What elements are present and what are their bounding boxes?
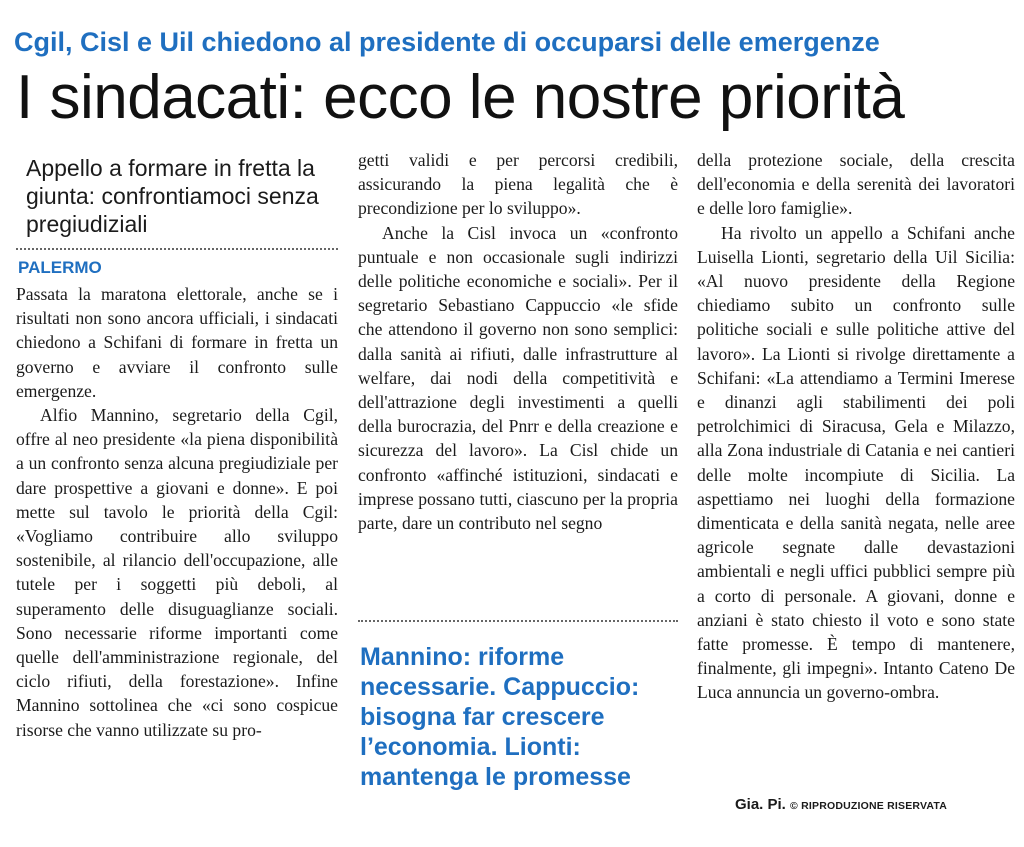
column-3 [697,148,1015,705]
dotted-divider [16,248,338,250]
signature [735,795,947,816]
paragraph: getti validi e per percorsi credibili, assicurando la piena legalità che è precondizione per lo sviluppo». [358,150,678,219]
paragraph: della protezione sociale, della crescita dell'economia e della serenità dei lavoratori e delle loro famiglie». [697,150,1015,219]
subheadline: Appello a formare in fretta la giunta: confrontiamoci senza pregiudiziali [26,155,319,237]
paragraph: Alfio Mannino, segretario della Cgil, offre al neo presidente «la piena disponibilità a un confronto senza alcuna pregiudiziale per dare prospettive a giovani e donne». E poi mette sul tavolo le priorità della Cgil: «Vogliamo contribuire allo sviluppo sostenibile, al rilancio dell'occupazione, alle tutele per i soggetti più deboli, al superamento delle disuguaglianze sociali. Sono necessarie riforme importanti come quelle dell'amministrazione regionale, del ciclo rifiuti, della forestazione». Infine Mannino sottolinea che «ci sono cospicue risorse che vanno utilizzate su pro- [16,405,338,740]
paragraph: Anche la Cisl invoca un «confronto puntuale e non occasionale sugli indirizzi delle politiche economiche e sociali». Per il segretario Sebastiano Cappuccio «le sfide che attendono il governo non sono semplici: dalla sanità ai rifiuti, dalle infrastrutture al welfare, dai nodi della competitività e dell'attrazione degli investimenti a quelli della burocrazia, del Pnrr e della creazione e sicurezza del lavoro». La Cisl chide un confronto «affinché istituzioni, sindacati e imprese possano tutti, ciascuno per la propria parte, dare un contributo nel segno [358,222,678,534]
dateline: PALERMO [18,258,102,277]
column-1 [16,150,338,742]
paragraph: Ha rivolto un appello a Schifani anche Luisella Lionti, segretario della Uil Sicilia: «Al nuovo presidente della Regione chiediamo subito un confronto sulle politiche sociali e sulle politiche attive del lavoro». La Lionti si rivolge direttamente a Schifani: «La attendiamo a Termini Imerese e dinanzi agli stabilimenti dei poli petrolchimici di Siracusa, Gela e Milazzo, alla Zona industriale di Catania e nei cantieri delle molte incompiute di Sicilia. La aspettiamo nei luoghi della formazione dimenticata e della sanità negata, nelle aree agricole segnate dalle devastazioni ambientali e negli uffici pubblici sempre più a corto di personale. A giovani, donne e anziani è stato chiesto il voto e sono state fatte promesse. È tempo di mantenere, finalmente, gli impegni». Intanto Cateno De Luca annuncia un governo-ombra. [697,222,1015,703]
pull-quote: Mannino: riforme necessarie. Cappuccio: bisogna far crescere l’economia. Lionti: mantenga le promesse [360,643,640,791]
rights-notice: © RIPRODUZIONE RISERVATA [790,800,948,812]
kicker: Cgil, Cisl e Uil chiedono al presidente di occuparsi delle emergenze [14,27,880,57]
paragraph: Passata la maratona elettorale, anche se i risultati non sono ancora ufficiali, i sindacati chiedono a Schifani di formare in fretta un governo e avviare il confronto sulle emergenze. [16,284,338,401]
column-2 [358,148,678,535]
byline: Gia. Pi. [735,796,786,813]
pull-quote-box [358,620,678,802]
headline: I sindacati: ecco le nostre priorità [16,63,905,132]
